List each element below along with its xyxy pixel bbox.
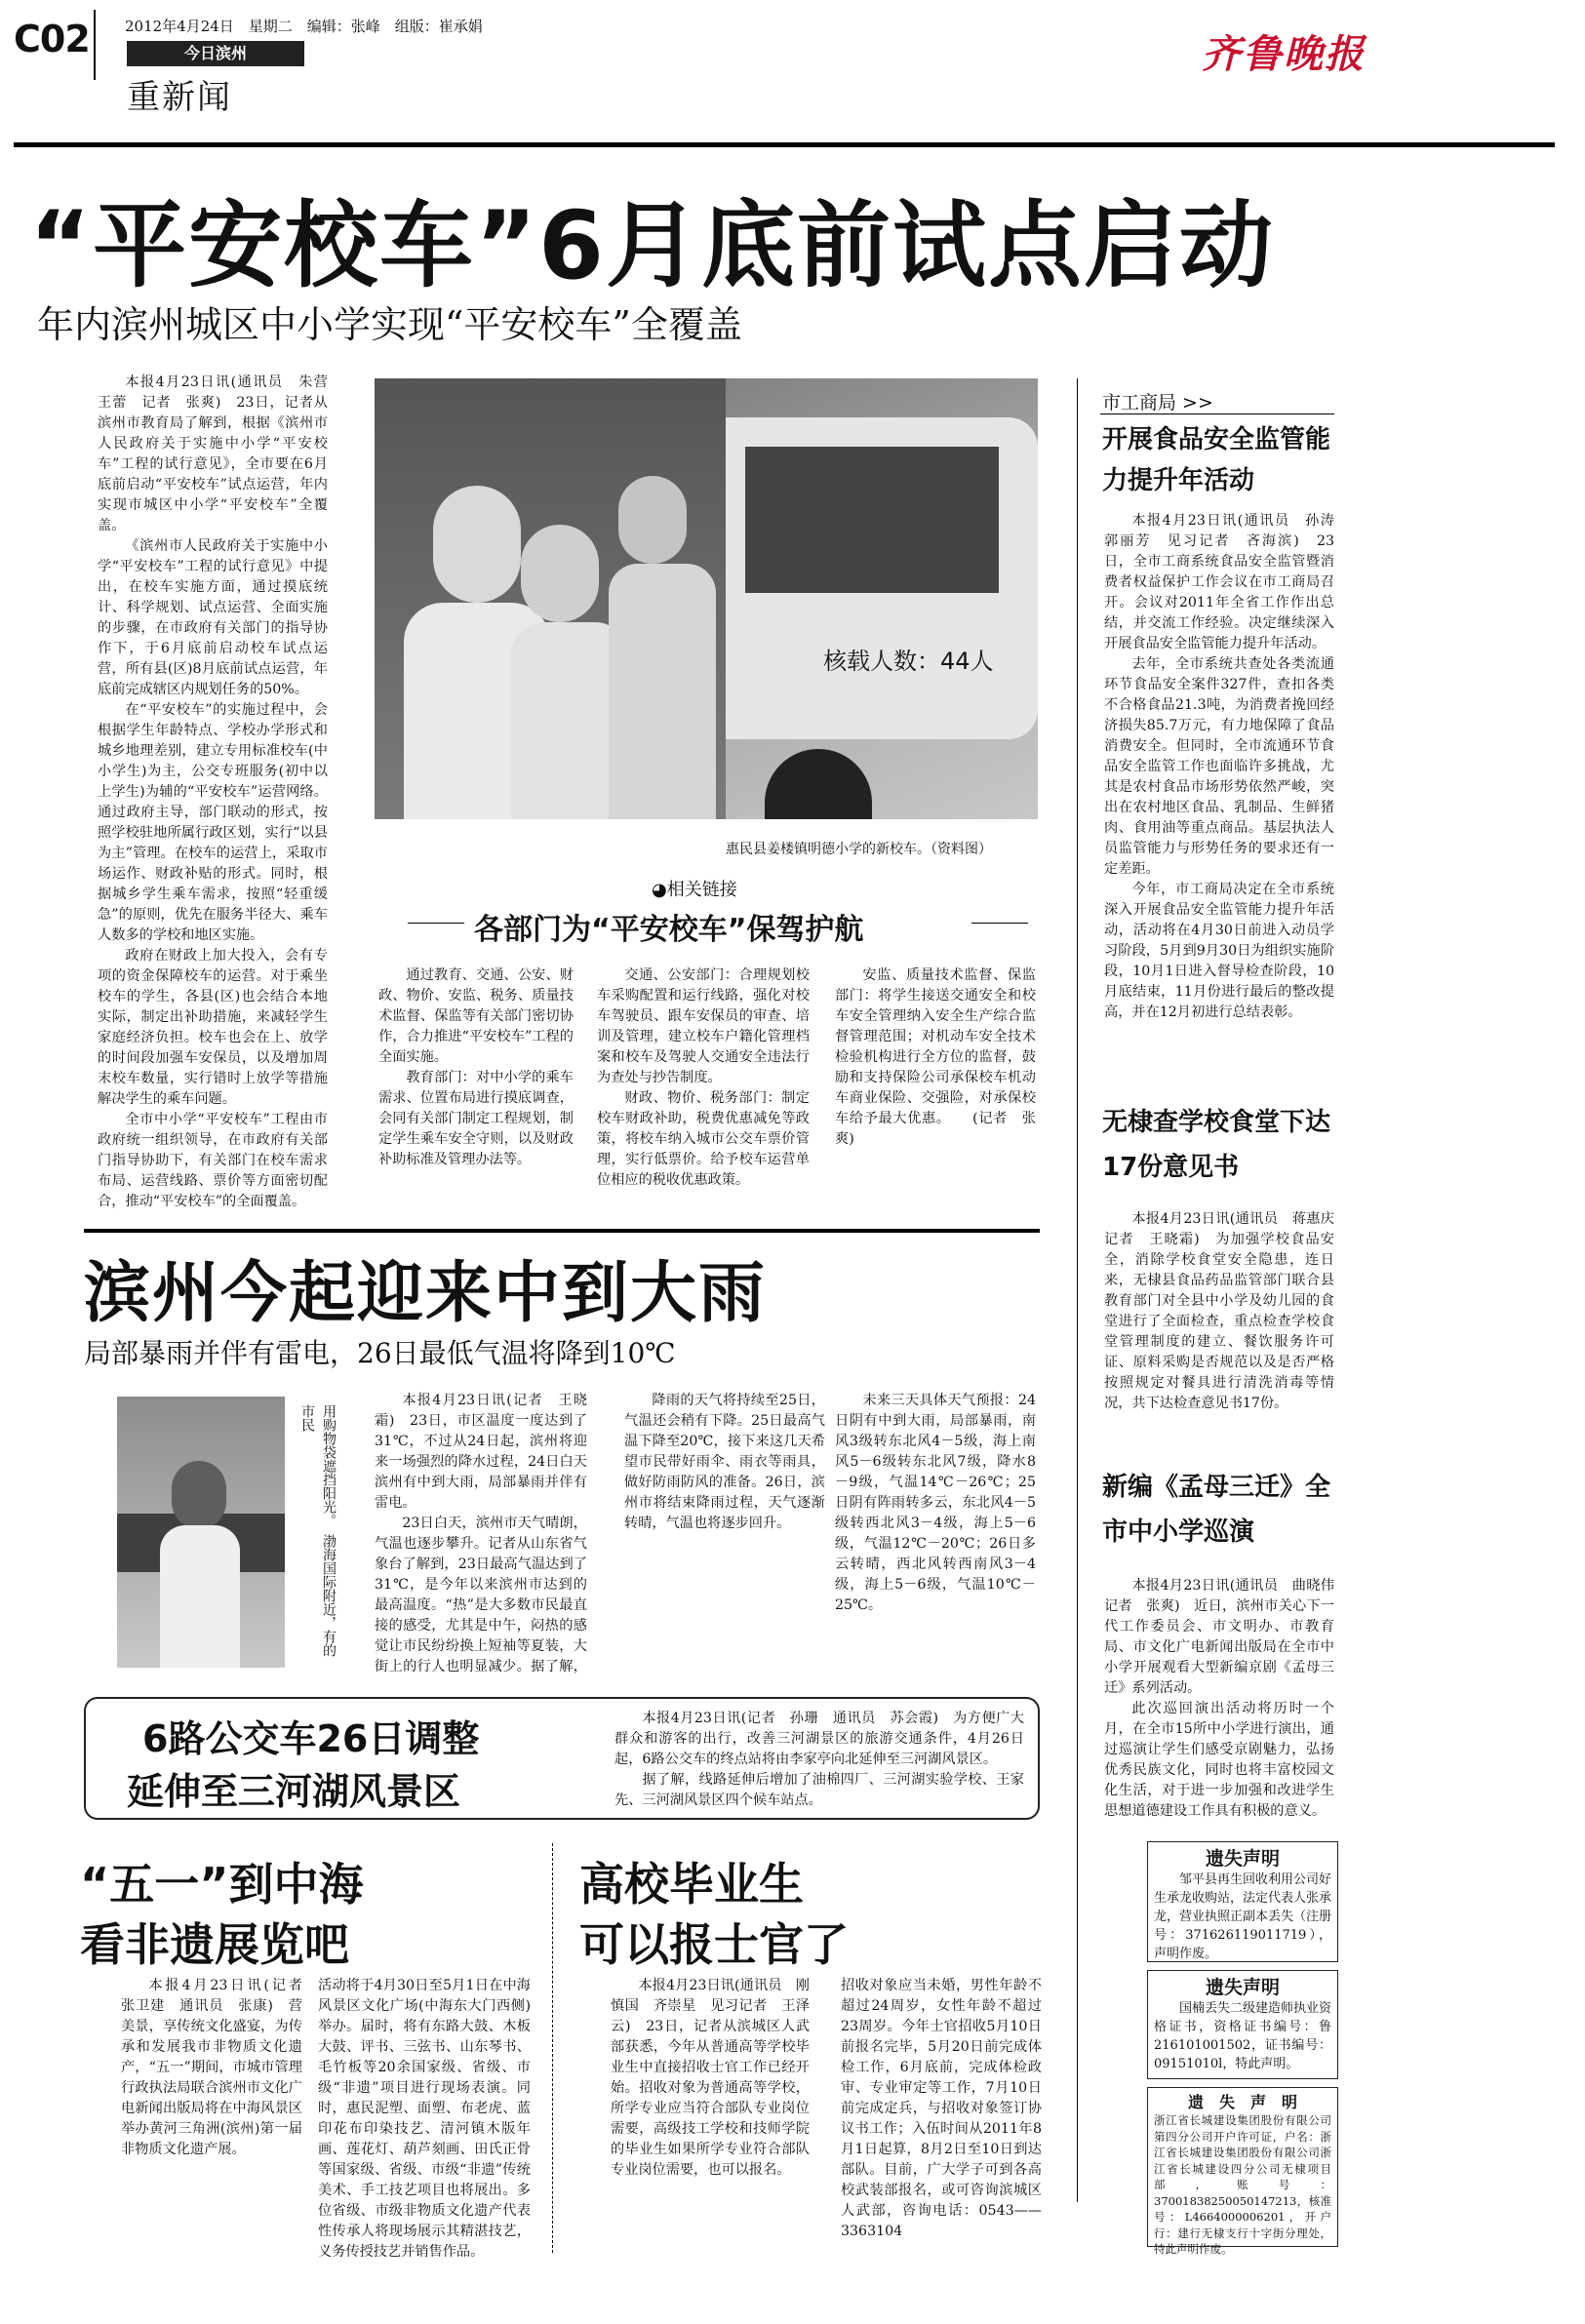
rain-headline: 滨州今起迎来中到大雨: [84, 1255, 768, 1332]
rain-photo-caption: 用购物袋遮挡阳光。 渤海国际附近，有的市民: [299, 1404, 337, 1657]
related-link-tag: ◕相关链接: [652, 880, 737, 900]
college-title-2: 可以报士官了: [579, 1918, 849, 1971]
rain-col-3: 未来三天具体天气预报：24日阴有中到大雨，局部暴雨，南风3级转东北风4－5级，海上南风5－6级转东北风7级，降水8－9级，气温14℃－26℃；25日阴有阵雨转多云，东北风4－5级转西北风3－4级，海上5－6级，气温12℃－20℃；26日多云转晴，西北风转西南风3－4级，海上5－6级，气温10℃－25℃。: [835, 1393, 1036, 1613]
lost-notice-2-title: 遗失声明: [1205, 1977, 1280, 1998]
section-name: 重新闻: [127, 78, 232, 117]
rain-col-2: 降雨的天气将持续至25日，气温还会稍有下降。25日最高气温下降至20℃，接下来这几天希望市民带好雨伞、雨衣等雨具，做好防雨防风的准备。26日，滨州市将结束降雨过程，天气逐渐转晴，气温也将逐步回升。: [624, 1393, 825, 1531]
college-col-1: 本报4月23日讯(通讯员 刚慎国 齐崇星 见习记者 王泽云) 23日，记者从滨城区人武部获悉，今年从普通高等学校毕业生中直接招收士官工作已经开始。招收对象为普通高等学校，所学专业应当符合部队专业岗位需要，高级技工学校和技师学院的毕业生如果所学专业符合部队专业岗位需要，也可以报名。: [611, 1978, 810, 2178]
link-col-1: 通过教育、交通、公安、财政、物价、安监、税务、质量技术监督、保监等有关部门密切协作，合力推进“平安校车”工程的全面实施。 教育部门：对中小学的乘车需求、位置布局进行摸底调查，会同有关部门制定工程规划，制定学生乘车安全守则，以及财政补助标准及管理办法等。: [378, 967, 574, 1167]
sidebar-story1-title: 开展食品安全监管能力提升年活动: [1102, 425, 1331, 495]
lost-notice-3-body: 浙江省长城建设集团股份有限公司第四分公司开户许可证，户名：浙江省长城建设集团股份有限公司浙江省长城建设四分公司无棣项目部，账号：37001838250050147213，核准号：L4664000006201，开户行：建行无棣支行十字街分理处，特此声明作废。: [1154, 2113, 1331, 2256]
lost-notice-2-body: 国楠丢失二级建造师执业资格证书，资格证书编号：鲁216101001502，证书编号：09151010l，特此声明。: [1154, 2001, 1332, 2071]
sidebar-story3-body: 本报4月23日讯(通讯员 曲晓伟 记者 张爽) 近日，滨州市关心下一代工作委员会、市文明办、市教育局、市文化广电新闻出版局在全市中小学开展观看大型新编京剧《孟母三迁》系列活动。 此次巡回演出活动将历时一个月，在全市15所中小学进行演出，通过巡演让学生们感受京剧魅力，弘扬优秀民族文化，同时也将丰富校园文化生活，对于进一步加强和改进学生思想道德建设工作具有积极的意义。: [1104, 1578, 1334, 1819]
section-tag: 今日滨州: [127, 41, 304, 66]
lead-subhead: 年内滨州城区中小学实现“平安校车”全覆盖: [37, 303, 742, 346]
bus-route-body: 本报4月23日讯(记者 孙珊 通讯员 苏会霞) 为方便广大群众和游客的出行，改善三河湖景区的旅游交通条件，4月26日起，6路公交车的终点站将由李家亭向北延伸至三河湖风景区。 据了解，线路延伸后增加了油棉四厂、三河湖实验学校、王家先、三河湖风景区四个候车站点。: [614, 1711, 1024, 1808]
lost-notice-1-title: 遗失声明: [1205, 1848, 1280, 1870]
rain-photo: [117, 1397, 285, 1668]
bus-route-title-2: 延伸至三河湖风景区: [127, 1770, 461, 1813]
page-number: C02: [14, 18, 90, 60]
lead-body: 本报4月23日讯(通讯员 朱营 王蕾 记者 张爽) 23日，记者从滨州市教育局了解到，根据《滨州市人民政府关于实施中小学“平安校车”工程的试行意见》，全市要在6月底前启动“平安校车”试点运营，年内实现市城区中小学“平安校车”全覆盖。 《滨州市人民政府关于实施中小学“平安校车”工程的试行意见》中提出，在校车实施方面，通过摸底统计、科学规划、试点运营、全面实施的步骤，在市政府有关部门的指导协作下，于6月底前启动校车试点运营，所有县(区)8月底前试点运营，年底前完成辖区内规划任务的50%。 在“平安校车”的实施过程中，会根据学生年龄特点、学校办学形式和城乡地理差别，建立专用标准校车(中小学生)为主，公交专班服务(初中以上学生)为辅的“平安校车”运营网络。通过政府主导，部门联动的形式，按照学校驻地所属行政区划，实行“以县为主”管理。在校车的运营上，采取市场运作、财政补贴的形式。同时，根据城乡学生乘车需求，按照“轻重缓急”的原则，优先在服务半径大、乘车人数多的学校和地区实施。 政府在财政上加大投入，会有专项的资金保障校车的运营。对于乘坐校车的学生，各县(区)也会结合本地实际，制定出补助措施，来减轻学生家庭经济负担。校车也会在上、放学的时间段加强车安保员，以及增加周末校车数量，实行错时上放学等措施解决学生的乘车问题。 全市中小学“平安校车”工程由市政府统一组织领导，在市政府有关部门指导协助下，有关部门在校车需求布局、运营线路、票价等方面密切配合，推动“平安校车”的全面覆盖。: [98, 374, 328, 1209]
link-col-2: 交通、公安部门：合理规划校车采购配置和运行线路，强化对校车驾驶员、跟车安保员的审查、培训及管理，建立校车户籍化管理档案和校车及驾驶人交通安全违法行为查处与抄告制度。 财政、物价、税务部门：制定校车财政补助，税费优惠减免等政策，将校车纳入城市公交车票价管理，实行低票价。给予校车运营单位相应的税收优惠政策。: [597, 967, 810, 1188]
college-col-2: 招收对象应当未婚，男性年龄不超过24周岁，女性年龄不超过23周岁。今年士官招收5月10日前报名完毕，5月20日前完成体检工作，6月底前，完成体检政审、专业审定等工作，7月10日前完成定兵，与招收对象签订协议书工作；入伍时间从2011年8月1日起算，8月2日至10日到达部队。目前，广大学子可到各高校武装部报名，或可咨询滨城区人武部，咨询电话：0543——3363104: [841, 1978, 1042, 2239]
bus-route-title-1: 6路公交车26日调整: [142, 1717, 480, 1760]
sidebar-tag: 市工商局 >>: [1102, 392, 1213, 414]
bus-capacity-plate: 核载人数：44人: [823, 648, 994, 675]
sidebar-story2-body: 本报4月23日讯(通讯员 蒋惠庆 记者 王晓霜) 为加强学校食品安全，消除学校食堂安全隐患，连日来，无棣县食品药品监管部门联合县教育部门对全县中小学及幼儿园的食堂进行了全面检查，重点检查学校食堂管理制度的建立、餐饮服务许可证、原料采购是否规范以及是否严格按照规定对餐具进行清洗消毒等情况，共下达检查意见书17份。: [1104, 1211, 1334, 1411]
related-link-label: 相关链接: [666, 880, 737, 900]
college-title-1: 高校毕业生: [579, 1858, 804, 1910]
heritage-title-2: 看非遗展览吧: [80, 1918, 349, 1971]
link-col-3: 安监、质量技术监督、保监部门：将学生接送交通安全和校车安全管理纳入安全生产综合监督管理范围；对机动车安全技术检验机构进行全方位的监督，鼓励和支持保险公司承保校车机动车商业保险、交强险，对承保校车给予最大优惠。 (记者 张爽): [835, 967, 1036, 1147]
lost-notice-2: [1147, 1970, 1338, 2079]
sidebar-story2-title: 无棣查学校食堂下达17份意见书: [1102, 1108, 1331, 1182]
lead-photo-caption: 惠民县姜楼镇明德小学的新校车。（资料图）: [726, 842, 992, 857]
lost-notice-3: [1147, 2087, 1338, 2256]
heritage-col-1: 本报4月23日讯(记者 张卫建 通讯员 张康) 营美景，享传统文化盛宴，为传承和发展我市非物质文化遗产，“五一”期间，市城市管理行政执法局联合滨州市文化广电新闻出版局将在中海风景区举办黄河三角洲(滨州)第一届非物质文化遗产展。: [121, 1978, 302, 2157]
rain-col-1: 本报4月23日讯(记者 王晓霜) 23日，市区温度一度达到了31℃，不过从24日起，滨州将迎来一场强烈的降水过程，24日白天滨州有中到大雨，局部暴雨并伴有雷电。 23日白天，滨州市天气晴朗，气温也逐步攀升。记者从山东省气象台了解到，23日最高气温达到了31℃，是今年以来滨州市达到的最高温度。“热”是大多数市民最直接的感受，尤其是中午，闷热的感觉让市民纷纷换上短袖等夏装，大街上的行人也明显减少。据了解，: [375, 1393, 587, 1674]
date-line: 2012年4月24日 星期二 编辑：张峰 组版：崔承娟: [125, 18, 483, 35]
lost-notice-1-body: 邹平县再生回收利用公司好生承龙收购站，法定代表人张承龙，营业执照正副本丢失（注册号：371626119011719），声明作废。: [1154, 1872, 1332, 1961]
lost-notice-3-title: 遗 失 声 明: [1187, 2093, 1297, 2111]
rain-subhead: 局部暴雨并伴有雷电，26日最低气温将降到10℃: [84, 1337, 676, 1369]
sidebar-story1-body: 本报4月23日讯(通讯员 孙涛 郭丽芳 见习记者 吝海滨) 23日，全市工商系统食品安全监管暨消费者权益保护工作会议在市工商局召开。会议对2011年全省工作作出总结，并交流工作经验。决定继续深入开展食品安全监管能力提升年活动。 去年，全市系统共查处各类流通环节食品安全案件327件，查扣各类不合格食品21.3吨，为消费者挽回经济损失85.7万元，有力地保障了食品消费安全。但同时，全市流通环节食品安全监管工作也面临许多挑战，尤其是农村食品市场形势依然严峻，突出在农村地区食品、乳制品、生鲜猪肉、食用油等重点商品。基层执法人员监管能力与形势任务的要求还有一定差距。 今年，市工商局决定在全市系统深入开展食品安全监管能力提升年活动，活动将在4月30日前进入动员学习阶段，5月到9月30日为组织实施阶段，10月1日进入督导检查阶段，10月底结束，11月份进行最后的整改提高，并在12月初进行总结表彰。: [1104, 513, 1334, 1020]
heritage-title-1: “五一”到中海: [80, 1858, 364, 1910]
sidebar-story3-title: 新编《孟母三迁》全市中小学巡演: [1102, 1473, 1331, 1547]
lead-headline: “平安校车”6月底前试点启动: [29, 191, 1275, 300]
lost-notice-1: [1147, 1841, 1338, 1962]
related-link-title: 各部门为“平安校车”保驾护航: [474, 913, 864, 947]
heritage-col-2: 活动将于4月30日至5月1日在中海风景区文化广场(中海东大门西侧)举办。届时，将有东路大鼓、木板大鼓、评书、三弦书、山东琴书、毛竹板等20余国家级、省级、市级“非遗”项目进行现场表演。同时，惠民泥塑、面塑、布老虎、蓝印花布印染技艺、清河镇木版年画、莲花灯、葫芦刻画、田氏正骨等国家级、省级、市级“非遗”传统美术、手工技艺项目也将展出。多位省级、市级非物质文化遗产代表性传承人将现场展示其精湛技艺，义务传授技艺并销售作品。: [318, 1978, 531, 2259]
school-bus-photo: [375, 378, 1038, 819]
masthead-logo: 齐鲁晚报: [1202, 31, 1366, 77]
